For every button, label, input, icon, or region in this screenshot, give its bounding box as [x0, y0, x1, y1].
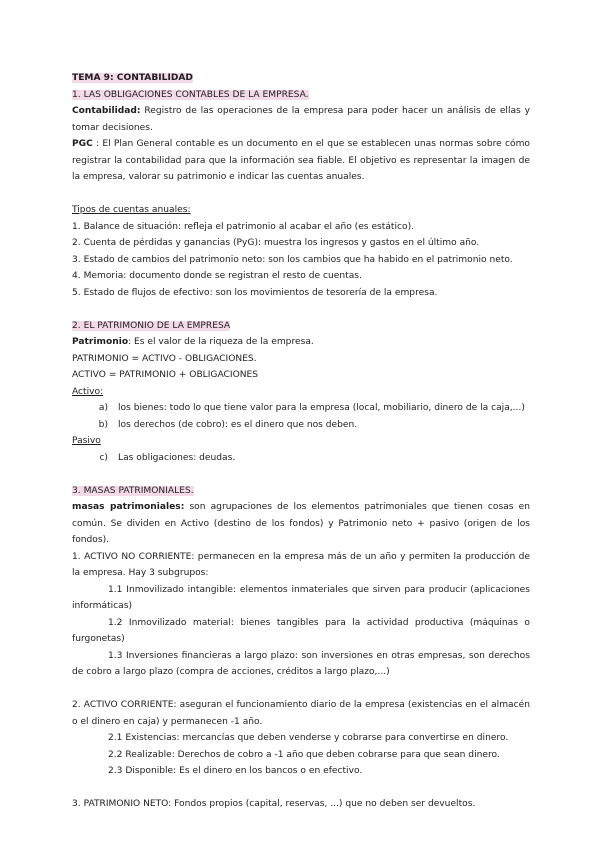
- section-3-heading: 3. MASAS PATRIMONIALES.: [72, 485, 194, 496]
- equation-2: ACTIVO = PATRIMONIO + OBLIGACIONES: [72, 370, 259, 380]
- page-title: TEMA 9: CONTABILIDAD: [72, 73, 193, 83]
- tipos-item: 2. Cuenta de pérdidas y ganancias (PyG): muestra los ingresos y gastos en el último año.: [72, 238, 480, 248]
- subgroup-item: 2.3 Disponible: Es el dinero en los bancos o en efectivo.: [108, 766, 363, 776]
- subgroup-item: 2.1 Existencias: mercancías que deben venderse y cobrarse para convertirse en dinero.: [108, 733, 509, 743]
- document-page: [72, 70, 530, 813]
- list-item: a) los bienes: todo lo que tiene valor para la empresa (local, mobiliario, dinero de la caja,...): [98, 403, 525, 413]
- pasivo-label: Pasivo: [72, 436, 101, 446]
- subgroup-item: 2.2 Realizable: Derechos de cobro a -1 año que deben cobrarse para que sean dinero.: [108, 749, 500, 760]
- equation-1: PATRIMONIO = ACTIVO - OBLIGACIONES.: [72, 353, 257, 364]
- section-1-heading: 1. LAS OBLIGACIONES CONTABLES DE LA EMPRESA.: [72, 89, 309, 100]
- subgroup-item: 1.2 Inmovilizado material: bienes tangibles para la actividad productiva (máquinas o furgonetas): [72, 617, 530, 644]
- masas-definition: masas patrimoniales: son agrupaciones de los elementos patrimoniales que tienen cosas en común. Se dividen en Activo (destino de los fondos) y Patrimonio neto + pasivo (origen de los fondos).: [72, 502, 531, 545]
- activo-label: Activo:: [72, 386, 104, 397]
- contabilidad-definition: Contabilidad: Registro de las operaciones de la empresa para poder hacer un análisis de ellas y tomar decisiones.: [72, 106, 530, 133]
- tipos-item: 3. Estado de cambios del patrimonio neto: son los cambios que ha habido en el patrimonio neto.: [72, 254, 513, 265]
- patrimonio-neto: 3. PATRIMONIO NETO: Fondos propios (capital, reservas, ...) que no deben ser devueltos.: [72, 799, 476, 809]
- list-item: b) los derechos (de cobro): es el dinero que nos deben.: [98, 419, 358, 430]
- subgroup-item: 1.1 Inmovilizado intangible: elementos inmateriales que sirven para producir (aplicaciones informáticas): [72, 584, 530, 611]
- list-item: c) Las obligaciones: deudas.: [99, 452, 236, 463]
- activo-no-corriente: 1. ACTIVO NO CORRIENTE: permanecen en la empresa más de un año y permiten la producción de la empresa. Hay 3 subgrupos:: [72, 551, 530, 578]
- tipos-item: 5. Estado de flujos de efectivo: son los movimientos de tesorería de la empresa.: [72, 287, 438, 298]
- pgc-definition: PGC : El Plan General contable es un documento en el que se establecen unas normas sobre cómo registrar la contabilidad para que la información sea fiable. El objetivo es representar la imagen de la empresa, valorar su patrimonio e indicar las cuentas anuales.: [72, 139, 530, 182]
- tipos-item: 1. Balance de situación: refleja el patrimonio al acabar el año (es estático).: [72, 221, 415, 232]
- subgroup-item: 1.3 Inversiones financieras a largo plazo: son inversiones en otras empresas, son derechos de cobro a largo plazo (compra de acciones, créditos a largo plazo,...): [72, 650, 530, 677]
- activo-corriente: 2. ACTIVO CORRIENTE: aseguran el funcionamiento diario de la empresa (existencias en el almacén o el dinero en caja) y permanecen -1 año.: [72, 700, 530, 727]
- section-2-heading: 2. EL PATRIMONIO DE LA EMPRESA: [72, 320, 231, 331]
- tipos-cuentas-label: Tipos de cuentas anuales:: [72, 205, 191, 215]
- tipos-item: 4. Memoria: documento donde se registran el resto de cuentas.: [72, 271, 362, 281]
- patrimonio-definition: Patrimonio: Es el valor de la riqueza de la empresa.: [72, 337, 314, 347]
